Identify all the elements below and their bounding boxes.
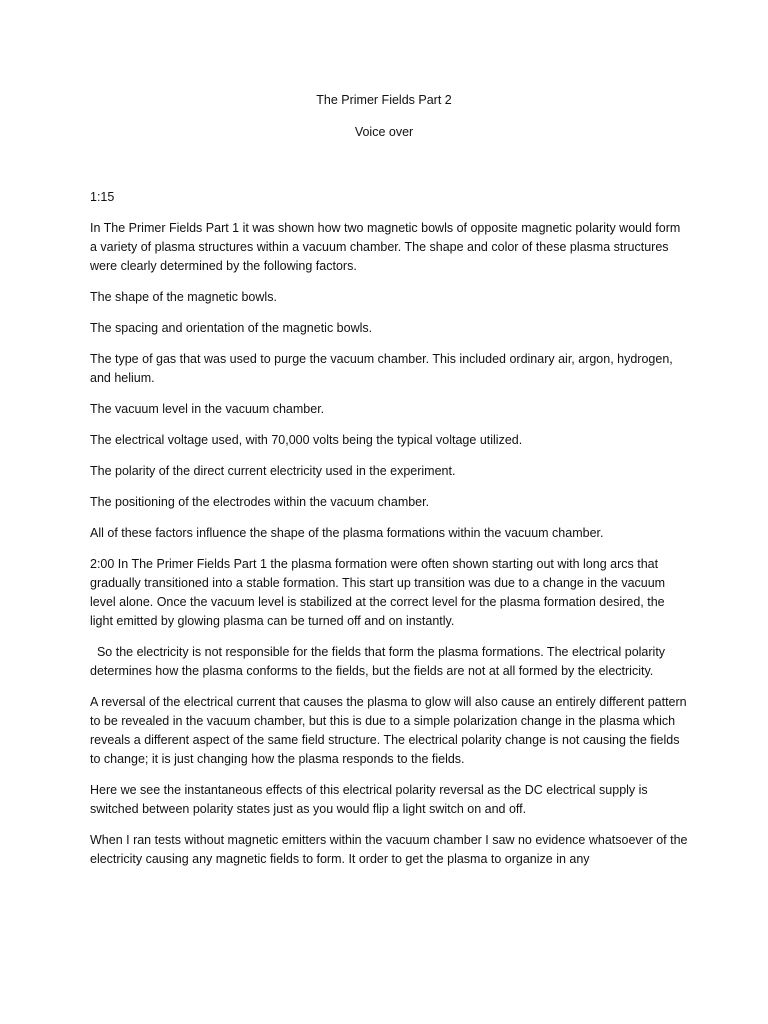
paragraph: The positioning of the electrodes within the vacuum chamber. (90, 495, 430, 509)
paragraph: A reversal of the electrical current that causes the plasma to glow will also cause an entirely different pattern to be revealed in the vacuum chamber, but this is due to a simple polarization change in the plasma which reveals a different aspect of the same field structure. The electrical polarity change is not causing the fields to change; it is just changing how the plasma responds to the fields. (90, 695, 687, 766)
document-title: The Primer Fields Part 2 (316, 93, 452, 107)
paragraph: The electrical voltage used, with 70,000 volts being the typical voltage utilized. (90, 433, 523, 447)
paragraph: The shape of the magnetic bowls. (90, 290, 277, 304)
paragraph: In The Primer Fields Part 1 it was shown how two magnetic bowls of opposite magnetic polarity would form a variety of plasma structures within a vacuum chamber. The shape and color of these plasma structures were clearly determined by the following factors. (90, 221, 681, 273)
paragraph: 2:00 In The Primer Fields Part 1 the plasma formation were often shown starting out with long arcs that gradually transitioned into a stable formation. This start up transition was due to a change in the vacuum level alone. Once the vacuum level is stabilized at the correct level for the plasma formation desired, the light emitted by glowing plasma can be turned off and on instantly. (90, 557, 666, 628)
document-subtitle: Voice over (354, 125, 414, 139)
paragraph: The vacuum level in the vacuum chamber. (90, 402, 325, 416)
paragraph: All of these factors influence the shape of the plasma formations within the vacuum chamber. (90, 526, 604, 540)
timestamp-paragraph: 1:15 (90, 190, 115, 204)
document-body (90, 188, 690, 881)
paragraph: The type of gas that was used to purge the vacuum chamber. This included ordinary air, argon, hydrogen, and helium. (90, 352, 673, 385)
paragraph: The spacing and orientation of the magnetic bowls. (90, 321, 373, 335)
paragraph: So the electricity is not responsible for the fields that form the plasma formations. The electrical polarity determines how the plasma conforms to the fields, but the fields are not at all formed by the electricity. (90, 645, 669, 678)
paragraph: Here we see the instantaneous effects of this electrical polarity reversal as the DC electrical supply is switched between polarity states just as you would flip a light switch on and off. (90, 783, 648, 816)
paragraph: When I ran tests without magnetic emitters within the vacuum chamber I saw no evidence whatsoever of the electricity causing any magnetic fields to form. It order to get the plasma to organize in any (90, 833, 688, 866)
paragraph: The polarity of the direct current electricity used in the experiment. (90, 464, 456, 478)
